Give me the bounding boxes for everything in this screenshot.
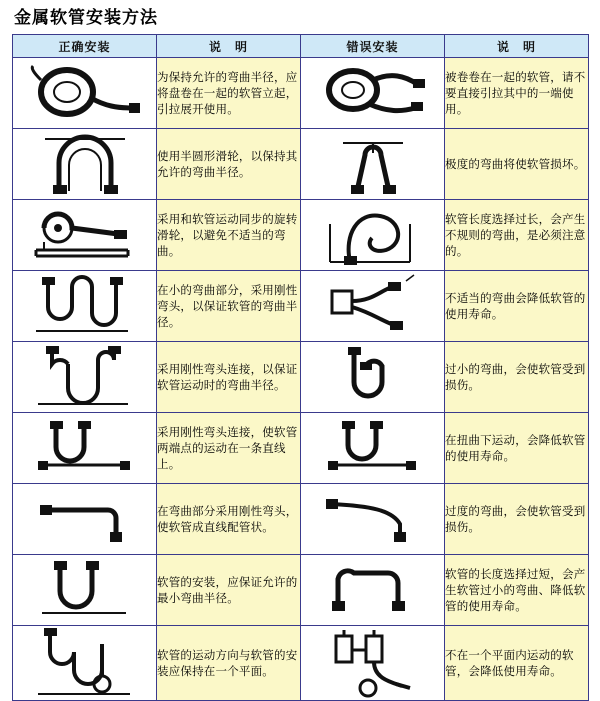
figure-twisting-motion-wrong [301, 413, 445, 484]
note-wrong: 软管的长度选择过短，会产生软管过小的弯曲、降低软管的使用寿命。 [445, 555, 589, 626]
figure-rigid-elbow-connection-correct [13, 342, 157, 413]
coiled-hose-wrong-icon [301, 62, 444, 124]
rigid-elbow-connection-correct-icon [13, 344, 156, 410]
note-wrong: 不在一个平面内运动的软管，会降低使用寿命。 [445, 626, 589, 701]
header-wrong-note: 说 明 [445, 35, 589, 58]
coiled-hose-correct-icon [13, 62, 156, 124]
improper-bend-wrong-icon [301, 273, 444, 339]
table-row [13, 484, 589, 555]
note-correct: 为保持允许的弯曲半径，应将盘卷在一起的软管立起，引拉展开使用。 [157, 58, 301, 129]
out-of-plane-motion-wrong-icon [301, 626, 444, 700]
table-row [13, 271, 589, 342]
figure-sharp-bend-wrong [301, 129, 445, 200]
same-plane-motion-correct-icon [13, 626, 156, 700]
figure-improper-bend-wrong [301, 271, 445, 342]
figure-too-long-hose-wrong [301, 200, 445, 271]
figure-too-long-select-wrong [301, 555, 445, 626]
note-correct: 软管的安装，应保证允许的最小弯曲半径。 [157, 555, 301, 626]
figure-semicircle-sheave-correct [13, 129, 157, 200]
rigid-elbow-straight-pipe-correct-icon [13, 490, 156, 548]
note-correct: 采用刚性弯头连接，以保证软管运动时的弯曲半径。 [157, 342, 301, 413]
note-wrong: 过度的弯曲，会使软管受到损伤。 [445, 484, 589, 555]
figure-synchronized-pulley-correct [13, 200, 157, 271]
synchronized-pulley-correct-icon [13, 204, 156, 266]
twisting-motion-wrong-icon [301, 417, 444, 479]
excessive-bend-wrong-icon [301, 490, 444, 548]
installation-methods-table [12, 34, 589, 701]
header-correct-install: 正确安装 [13, 35, 157, 58]
figure-excessive-bend-wrong [301, 484, 445, 555]
figure-straight-line-motion-correct [13, 413, 157, 484]
note-correct: 采用和软管运动同步的旋转滑轮，以避免不适当的弯曲。 [157, 200, 301, 271]
figure-too-small-bend-wrong [301, 342, 445, 413]
note-wrong: 极度的弯曲将使软管损坏。 [445, 129, 589, 200]
note-wrong: 在扭曲下运动，会降低软管的使用寿命。 [445, 413, 589, 484]
header-correct-note: 说 明 [157, 35, 301, 58]
note-wrong: 过小的弯曲，会使软管受到损伤。 [445, 342, 589, 413]
min-bend-radius-install-correct-icon [13, 559, 156, 621]
table-row [13, 555, 589, 626]
table-row [13, 626, 589, 701]
rigid-bend-small-radius-correct-icon [13, 273, 156, 339]
figure-out-of-plane-motion-wrong [301, 626, 445, 701]
note-correct: 采用刚性弯头连接，使软管两端点的运动在一条直线上。 [157, 413, 301, 484]
too-long-hose-wrong-icon [301, 204, 444, 266]
table-row [13, 200, 589, 271]
header-wrong-install: 错误安装 [301, 35, 445, 58]
table-row [13, 129, 589, 200]
note-correct: 使用半圆形滑轮，以保持其允许的弯曲半径。 [157, 129, 301, 200]
table-row [13, 342, 589, 413]
straight-line-motion-correct-icon [13, 417, 156, 479]
page-title: 金属软管安装方法 [14, 8, 158, 28]
note-correct: 在小的弯曲部分，采用刚性弯头，以保证软管的弯曲半径。 [157, 271, 301, 342]
figure-same-plane-motion-correct [13, 626, 157, 701]
semicircle-sheave-correct-icon [13, 133, 156, 195]
note-wrong: 被卷卷在一起的软管，请不要直接引拉其中的一端使用。 [445, 58, 589, 129]
table-header-row [13, 35, 589, 58]
too-long-select-wrong-icon [301, 559, 444, 621]
table-row [13, 58, 589, 129]
table-row [13, 413, 589, 484]
figure-coiled-hose-wrong [301, 58, 445, 129]
note-wrong: 软管长度选择过长，会产生不规则的弯曲，是必须注意的。 [445, 200, 589, 271]
figure-rigid-bend-small-radius-correct [13, 271, 157, 342]
figure-min-bend-radius-install-correct [13, 555, 157, 626]
too-small-bend-wrong-icon [301, 344, 444, 410]
figure-rigid-elbow-straight-pipe-correct [13, 484, 157, 555]
note-correct: 在弯曲部分采用刚性弯头，使软管成直线配管状。 [157, 484, 301, 555]
note-correct: 软管的运动方向与软管的安装应保持在一个平面。 [157, 626, 301, 701]
note-wrong: 不适当的弯曲会降低软管的使用寿命。 [445, 271, 589, 342]
figure-coiled-hose-correct [13, 58, 157, 129]
sharp-bend-wrong-icon [301, 133, 444, 195]
